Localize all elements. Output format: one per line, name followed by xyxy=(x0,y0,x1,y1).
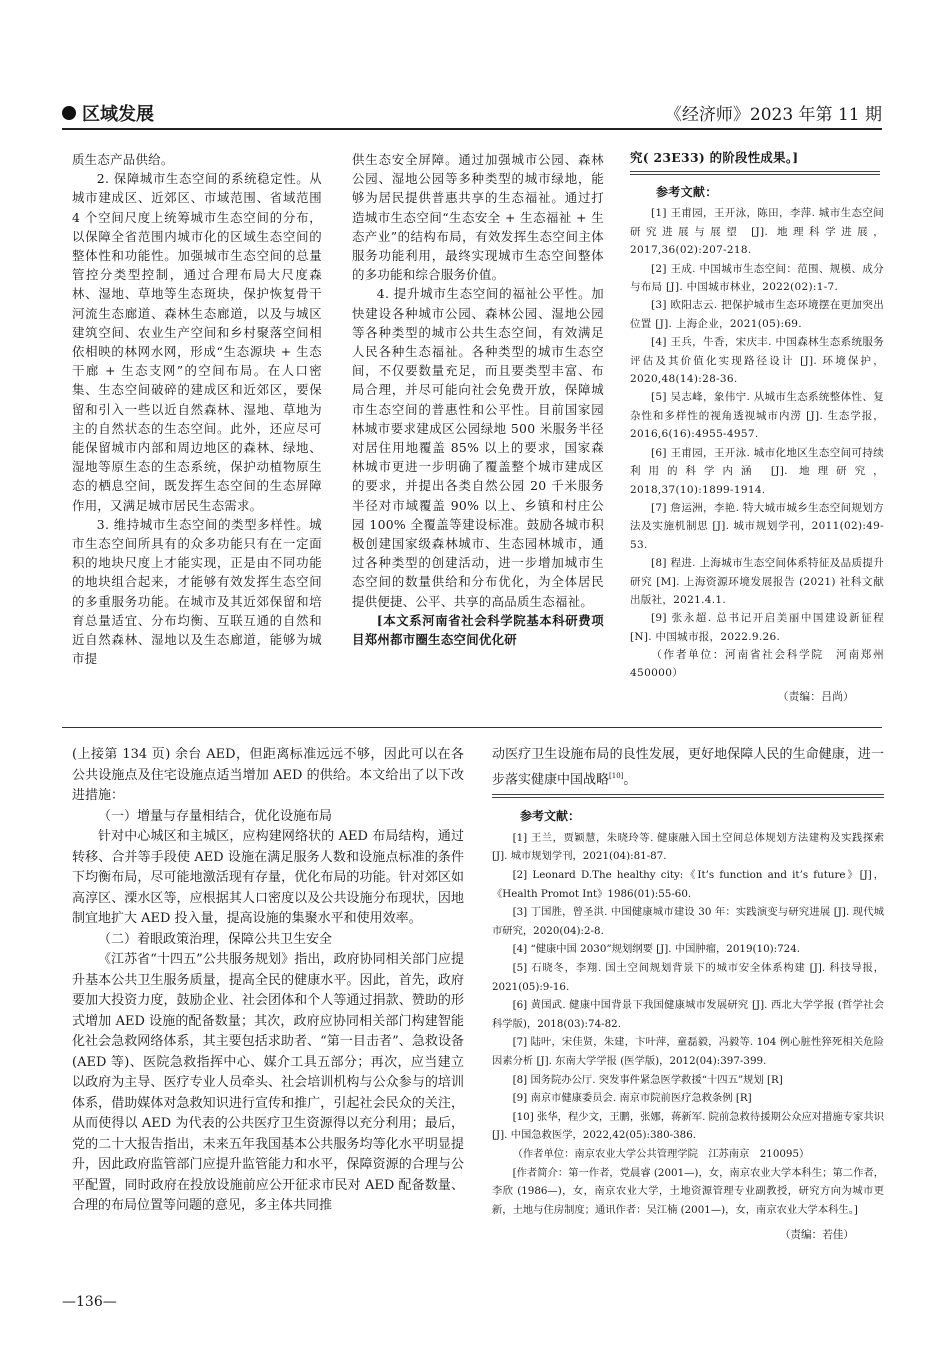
reference-item: [8] 程进. 上海城市生态空间体系特征及品质提升研究 [M]. 上海资源环境发展报告 (2021) 社科文献出版社，2021.4.1. xyxy=(630,557,884,606)
references-title: 参考文献： xyxy=(656,185,718,200)
reference-item: [1] 王甫园，王开泳，陈田，李萍. 城市生态空间研究进展与展望 [J]. 地理科学进展，2017,36(02):207-218. xyxy=(630,207,884,257)
citation-marker: [10] xyxy=(609,771,624,780)
section-title: 区域发展 xyxy=(82,104,154,125)
reference-item: [6] 王甫园，王开泳. 城市化地区生态空间可持续利用的科学内涵 [J]. 地理研究，2018,37(10):1899-1914. xyxy=(630,446,884,496)
editor-note: （责编：若佳） xyxy=(779,1229,854,1242)
reference-item: [1] 王兰，贾颖慧，朱晓玲等. 健康融入国土空间总体规划方法建构及实践探索 [J]. 城市规划学刊，2021(04):81-87. xyxy=(492,831,884,863)
paragraph: 2. 保障城市生态空间的系统稳定性。从城市建成区、近郊区、市域范围、省域范围 4 个空间尺度上统筹城市生态空间的分布，以保障全省范围内城市化的区域生态空间的整体性和功能性。加强城市生态空间的总量管控分类型控制，通过合理布局大尺度森林、湿地、草地等生态斑块，保护恢复骨干河流生态廊道、森林生态廊道，以及与城区建筑空间、农业生产空间和乡村聚落空间相依相映的林网水网，形成“生态源块 + 生态干廊 + 生态支网”的空间布局。在人口密集、生态空间破碎的建成区和近郊区，要保留和引入一些以近自然森林、湿地、草地为主的自然状态的生态空间。此外，还应尽可能保留城市内部和周边地区的森林、绿地、湿地等原生态的生态系统，保护动植物原生态的栖息空间，既发挥生态空间的生态屏障作用，又满足城市居民生态需求。 xyxy=(72,171,322,513)
reference-item: [2] 王成. 中国城市生态空间：范围、规模、成分与布局 [J]. 中国城市林业，2022(02):1-7. xyxy=(630,262,884,294)
header-rule xyxy=(62,128,882,130)
author-affiliation: （作者单位：河南省社会科学院 河南郑州 450000） xyxy=(630,649,895,680)
references-rule xyxy=(492,794,884,798)
paragraph: (上接第 134 页) 余台 AED，但距离标准远远不够，因此可以在各公共设施点及住宅设施点适当增加 AED 的供给。本文给出了以下改进措施： xyxy=(72,747,464,803)
paragraph: 针对中心城区和主城区，应构建网络状的 AED 布局结构，通过转移、合并等手段使 AED 设施在满足服务人数和设施点标准的条件下均衡布局，尽可能地激活现有存量，优化布局的功能。针对郊区如高淳区、溧水区等，应根据其人口密度以及公共设施分布现状，因地制宜地扩大 AED 投入量，提高设施的集聚水平和使用效率。 xyxy=(72,829,464,926)
paragraph: 质生态产品供给。 xyxy=(72,152,174,167)
reference-item: [4] 王兵，牛香，宋庆丰. 中国森林生态系统服务评估及其价值化实现路径设计 [J]. 环境保护，2020,48(14):28-36. xyxy=(630,336,884,386)
references-title: 参考文献： xyxy=(520,809,581,824)
subheading: （一）增量与存量相结合，优化设施布局 xyxy=(98,808,333,824)
reference-item: [9] 南京市健康委员会. 南京市院前医疗急救条例 [R] xyxy=(512,1092,752,1105)
subheading: （二）着眼政策治理，保障公共卫生安全 xyxy=(98,931,333,947)
top-column-3 xyxy=(630,148,895,707)
reference-item: [8] 国务院办公厅. 突发事件紧急医学救援“十四五”规划 [R] xyxy=(512,1073,783,1086)
section-header xyxy=(62,100,154,126)
reference-item: [2] Leonard D.The healthy city:《It’s function and it’s future》[J]，《Health Promot Int》1986(01):55-60. xyxy=(492,869,884,900)
reference-item: [5] 石晓冬，李翔. 国土空间规划背景下的城市安全体系构建 [J]. 科技导报，2021(05):9-16. xyxy=(492,961,884,993)
reference-item: [5] 吴志峰，象伟宁. 从城市生态系统整体性、复杂性和多样性的视角透视城市内涝 [J]. 生态学报，2016,6(16):4955-4957. xyxy=(630,391,884,441)
reference-item: [10] 张华，程少文，王鹏，张娜，蒋新军. 院前急救待援期公众应对措施专家共识 [J]. 中国急救医学，2022,42(05):380-386. xyxy=(492,1110,884,1142)
paragraph xyxy=(492,745,884,790)
reference-item: [3] 丁国胜，曾圣洪. 中国健康城市建设 30 年：实践演变与研究进展 [J]. 现代城市研究，2020(04):2-8. xyxy=(492,906,884,937)
bottom-column-2 xyxy=(492,745,884,1246)
article-separator xyxy=(62,727,882,728)
author-affiliation: （作者单位：南京农业大学公共管理学院 江苏南京 210095） xyxy=(512,1147,810,1160)
reference-item: [6] 黄国武. 健康中国背景下我国健康城市发展研究 [J]. 西北大学学报 (哲学社会科学版)，2018(03):74-82. xyxy=(492,999,884,1030)
references-rule xyxy=(630,171,880,175)
funding-note-cont: 究( 23E33) 的阶段性成果。] xyxy=(630,150,799,165)
bottom-column-1 xyxy=(72,745,464,1217)
reference-item: [7] 陆叶，宋佳贤，朱建，卞叶萍，童磊毅，冯毅等. 104 例心脏性猝死相关危险因素分析 [J]. 东南大学学报 (医学版)，2012(04):397-399. xyxy=(492,1036,884,1067)
reference-item: [7] 詹运洲，李艳. 特大城市城乡生态空间规划方法及实施机制思 [J]. 城市规划学刊，2011(02):49-53. xyxy=(630,501,884,551)
reference-item: [4] “健康中国 2030”规划纲要 [J]. 中国肿瘤，2019(10):724. xyxy=(512,943,801,956)
paragraph: 供生态安全屏障。通过加强城市公园、森林公园、湿地公园等多种类型的城市绿地，能够为居民提供普惠共享的生态福祉。通过打造城市生态空间“生态安全 + 生态福祉 + 生态产业”的结构布局，有效发挥生态空间主体服务功能利用，最终实现城市生态空间整体的多功能和综合服务价值。 xyxy=(352,152,604,283)
funding-note: [本文系河南省社会科学院基本科研费项目郑州都市圈生态空间优化研 xyxy=(352,612,604,648)
editor-note: （责编：吕尚） xyxy=(777,691,854,704)
paragraph-end: 。 xyxy=(623,771,637,787)
paragraph: 3. 维持城市生态空间的类型多样性。城市生态空间所具有的众多功能只有在一定面积的地块尺度上才能实现，正是由不同功能的地块组合起来，才能够有效发挥生态空间的多重服务功能。在城市及其近郊保留和培育总量适宜、分布均衡、互联互通的自然和近自然森林、湿地以及生态廊道，能够为城市提 xyxy=(72,516,322,667)
paragraph: 4. 提升城市生态空间的福祉公平性。加快建设各种城市公园、森林公园、湿地公园等各种类型的城市公共生态空间，有效满足人民各种生态福祉。各种类型的城市生态空间，不仅要数量充足，而且要类型丰富、布局合理，并尽可能向社会免费开放，保障城市生态空间的普惠性和公平性。目前国家园林城市要求建成区公园绿地 500 米服务半径对居住用地覆盖 85% 以上的要求，国家森林城市更进一步明确了覆盖整个城市建成区的要求，并提出各类自然公园 20 千米服务半径对市域覆盖 90% 以上、乡镇和村庄公园 100% 全覆盖等建设标准。鼓励各城市积极创建国家级森林城市、生态园林城市，通过各种类型的创建活动，进一步增加城市生态空间的数量供给和分布优化，为全体居民提供便捷、公平、共享的高品质生态福祉。 xyxy=(352,286,604,609)
reference-item: [3] 欧阳志云. 把保护城市生态环境摆在更加突出位置 [J]. 上海企业，2021(05):69. xyxy=(630,299,884,330)
author-bio: [作者简介：第一作者，党晨睿 (2001—)，女，南京农业大学本科生；第二作者，李欣 (1986—)，女，南京农业大学，土地资源管理专业副教授，研究方向为城市更新，土地与住房制度；通讯作者：吴江楠 (2001—)，女，南京农业大学本科生。] xyxy=(492,1166,884,1216)
reference-item: [9] 张永超. 总书记开启美丽中国建设新征程 [N]. 中国城市报，2022.9.26. xyxy=(630,612,884,643)
page-number: —136— xyxy=(62,1294,117,1310)
journal-issue: 《经济师》2023 年第 11 期 xyxy=(664,105,882,125)
paragraph: 《江苏省“十四五”公共服务规划》指出，政府协同相关部门应提升基本公共卫生服务质量，提高全民的健康水平。因此，首先，政府要加大投资力度，鼓励企业、社会团体和个人等通过捐款、赞助的形式增加 AED 设施的配备数量；其次，政府应协同相关部门构建智能化社会急救网络体系，其主要包括求助者、“第一目击者”、急救设备 (AED 等)、医院急救指挥中心、媒介工具五部分；再次，应当建立以政府为主导、医疗专业人员牵头、社会培训机构与公众参与的培训体系，借助媒体对急救知识进行宣传和推广，引起社会民众的关注，从而使得以 AED 为代表的公共医疗卫生资源得以充分利用；最后，党的二十大报告指出，未来五年我国基本公共服务均等化水平明显提升，因此政府监管部门应提升监管能力和水平，保障资源的合理与公平配置，同时政府在投放设施前应公开征求市民对 AED 配备数量、合理的布局位置等问题的意见，多主体共同推 xyxy=(72,952,464,1213)
bullet-dot-icon xyxy=(62,106,76,120)
top-column-1 xyxy=(72,150,322,668)
paragraph-text: 动医疗卫生设施布局的良性发展，更好地保障人民的生命健康，进一步落实健康中国战略 xyxy=(492,747,884,787)
top-column-2 xyxy=(352,150,604,649)
